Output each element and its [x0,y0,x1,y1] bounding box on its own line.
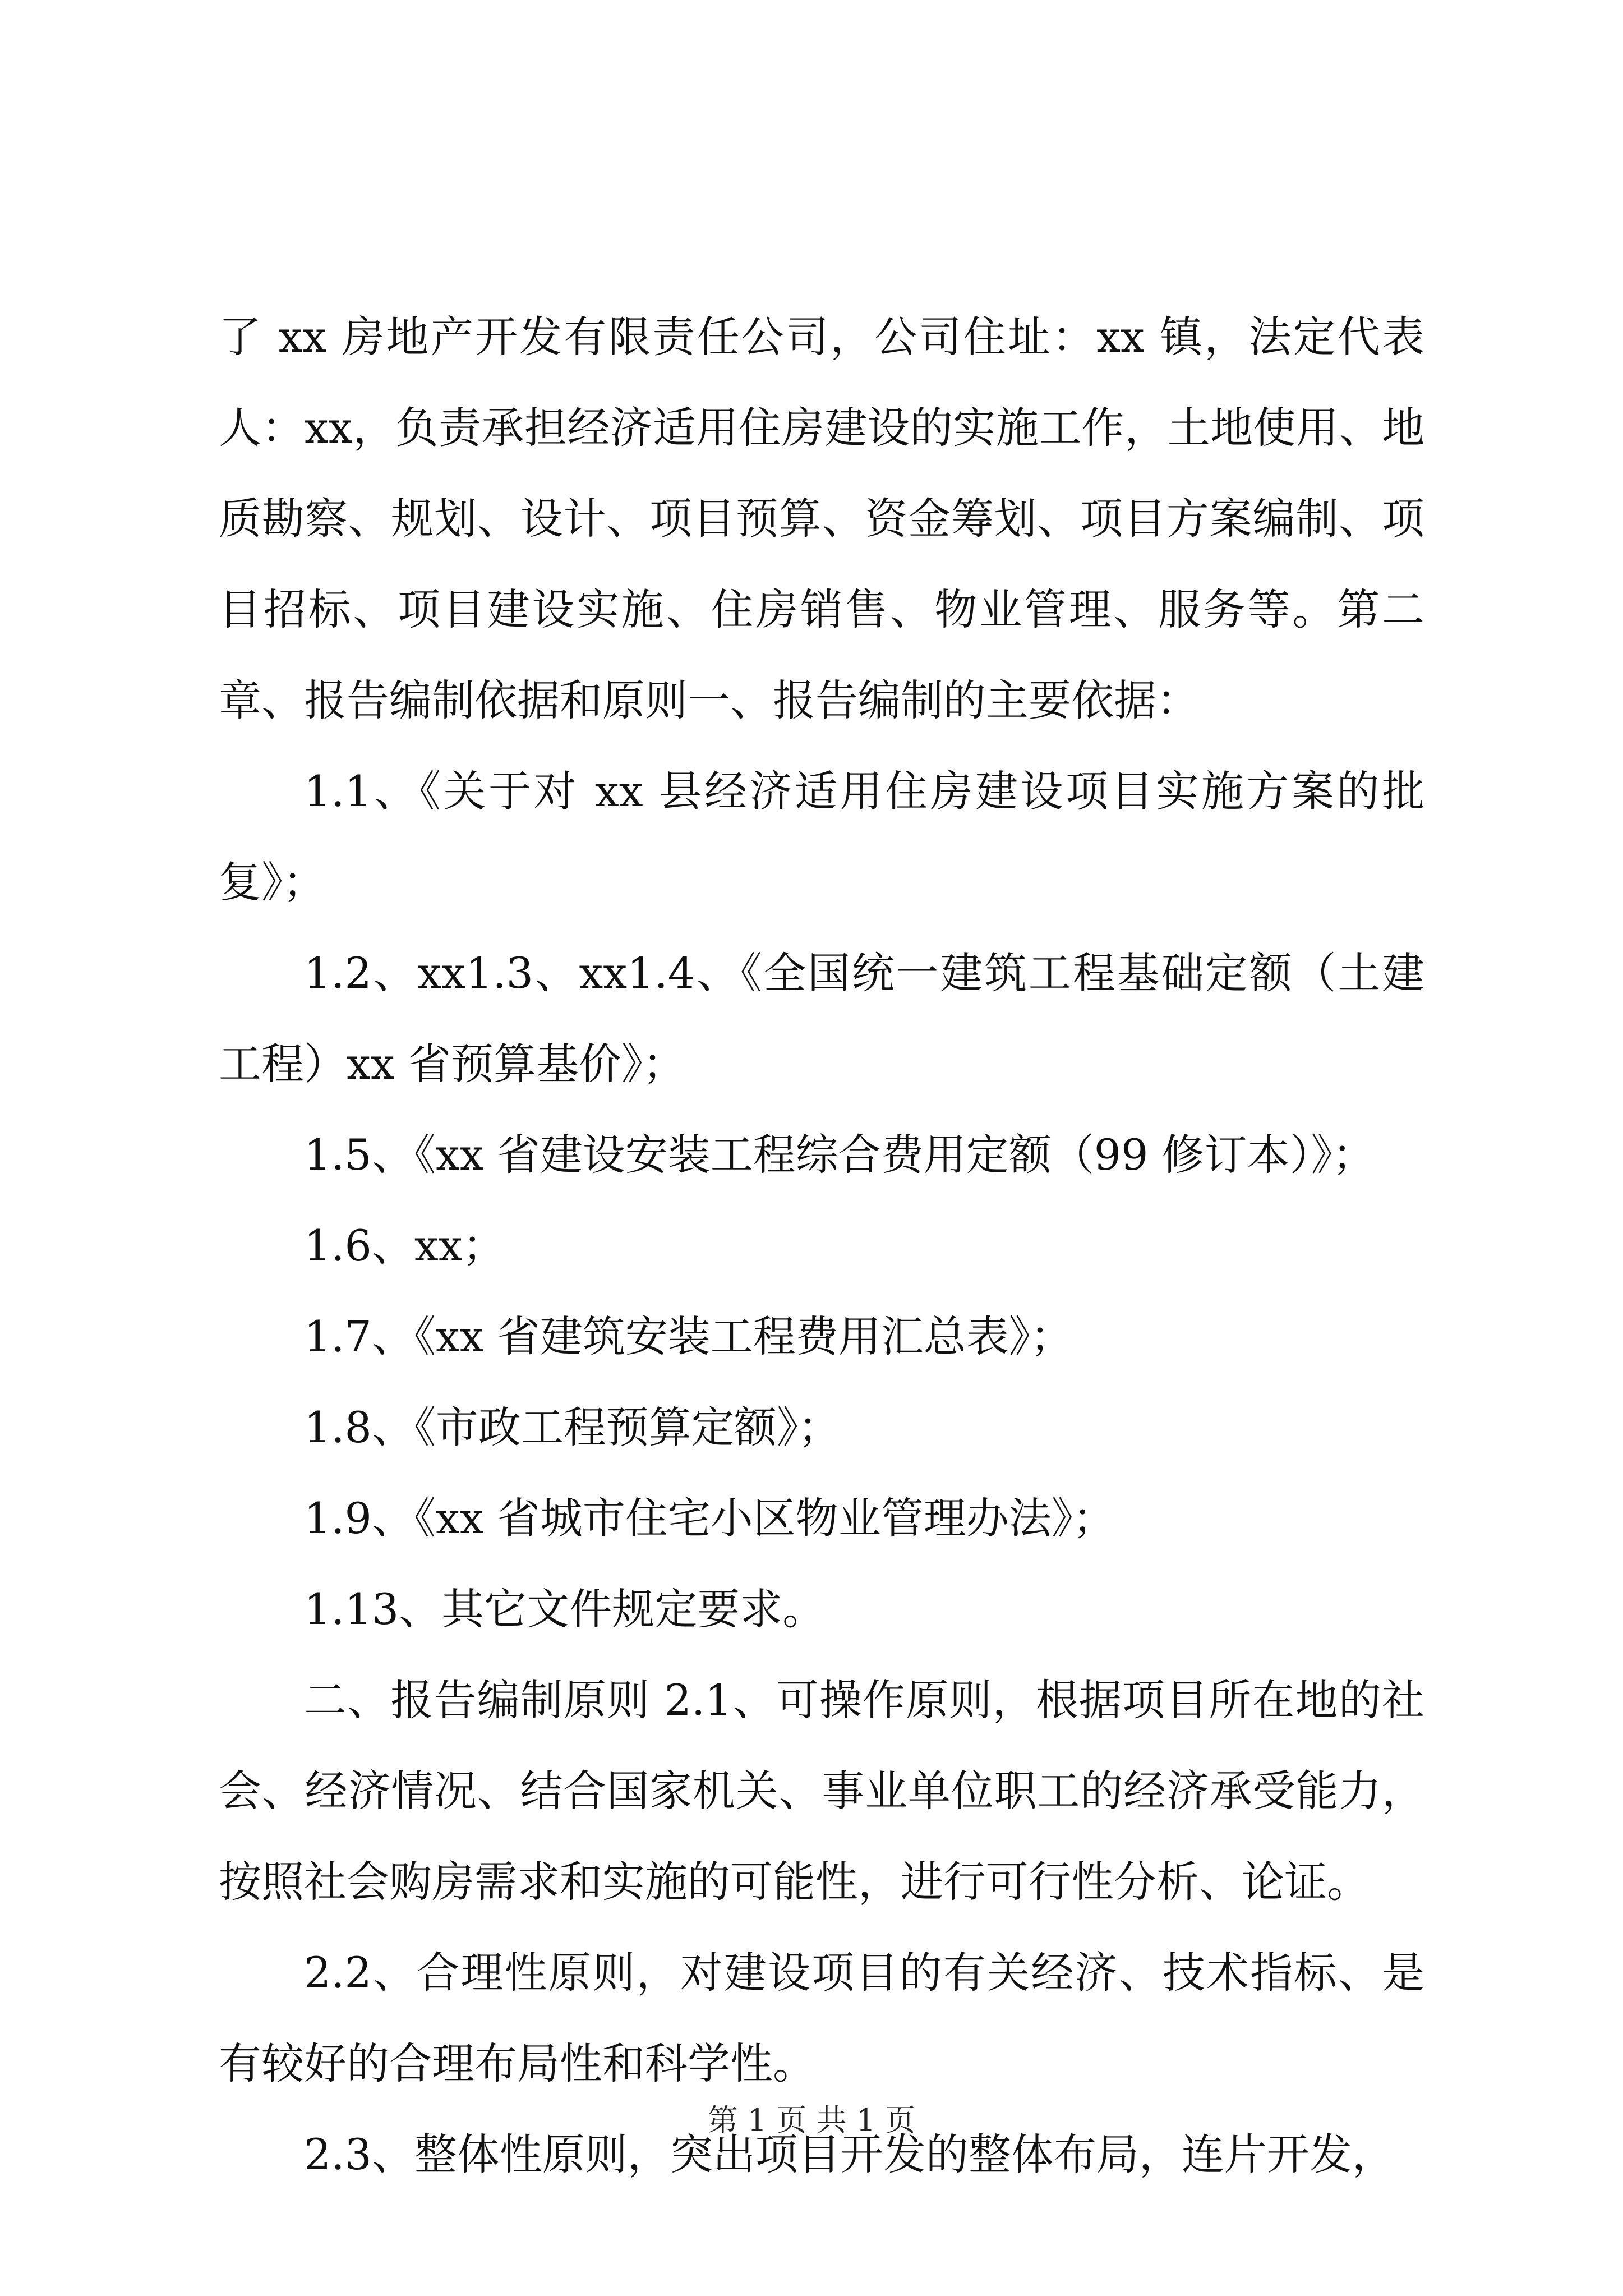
paragraph-basis-1-6: 1.6、xx； [304,1221,505,1271]
paragraph-basis-1-9: 1.9、《xx 省城市住宅小区物业管理办法》； [304,1493,1115,1543]
document-body [219,292,1424,2200]
paragraph-principle-2-2: 2.2、合理性原则，对建设项目的有关经济、技术指标、是有较好的合理布局性和科学性。 [219,1948,1424,2088]
page-number-label: 第 1 页 共 1 页 [707,2102,916,2138]
paragraph-basis-1-2: 1.2、xx1.3、xx1.4、《全国统一建筑工程基础定额（土建工程）xx 省预算基价》； [219,948,1424,1089]
paragraph-basis-1-1: 1.1、《关于对 xx 县经济适用住房建设项目实施方案的批复》； [219,766,1424,907]
paragraph-basis-1-5: 1.5、《xx 省建设安装工程综合费用定额（99 修订本）》； [304,1130,1375,1180]
paragraph-basis-1-13: 1.13、其它文件规定要求。 [304,1584,826,1634]
paragraph-basis-1-8: 1.8、《市政工程预算定额》； [304,1402,841,1452]
paragraph-principle-2-3: 2.3、整体性原则，突出项目开发的整体布局，连片开发， [304,2129,1395,2179]
paragraph-basis-1-7: 1.7、《xx 省建筑安装工程费用汇总表》； [304,1312,1073,1361]
paragraph-principle-2-1: 二、报告编制原则 2.1、可操作原则，根据项目所在地的社会、经济情况、结合国家机关、事业单位职工的经济承受能力，按照社会购房需求和实施的可能性，进行可行性分析、论证。 [219,1675,1424,1907]
page-footer [0,2101,1623,2140]
paragraph-intro: 了 xx 房地产开发有限责任公司，公司住址：xx 镇，法定代表人：xx，负责承担经济适用住房建设的实施工作，土地使用、地质勘察、规划、设计、项目预算、资金筹划、项目方案编制、项目招标、项目建设实施、住房销售、物业管理、服务等。第二章、报告编制依据和原则一、报告编制的主要依据： [219,312,1424,725]
